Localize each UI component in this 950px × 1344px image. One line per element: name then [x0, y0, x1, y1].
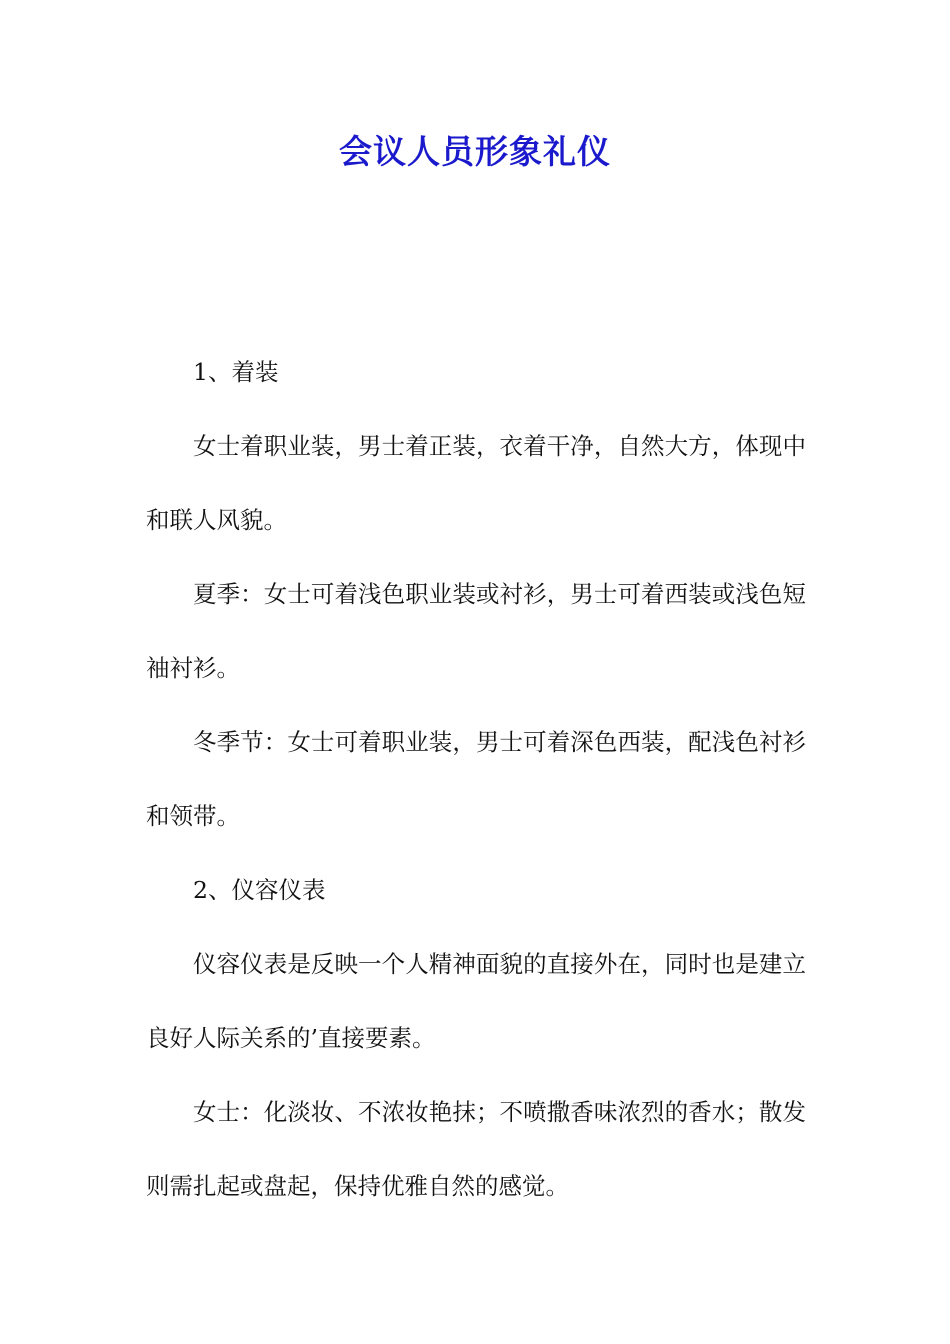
paragraph-appearance-general: 仪容仪表是反映一个人精神面貌的直接外在，同时也是建立良好人际关系的’直接要素。 — [146, 950, 806, 1052]
paragraph-attire-general: 女士着职业装，男士着正装，衣着干净，自然大方，体现中和联人风貌。 — [146, 432, 806, 534]
paragraph-attire-summer: 夏季：女士可着浅色职业装或衬衫，男士可着西装或浅色短袖衬衫。 — [146, 580, 806, 682]
document-title: 会议人员形象礼仪 — [339, 132, 611, 171]
document-body — [146, 335, 806, 1223]
section-heading-appearance: 2、仪容仪表 — [193, 876, 326, 904]
section-heading-attire: 1、着装 — [193, 358, 279, 386]
paragraph-appearance-women: 女士：化淡妆、不浓妆艳抹；不喷撒香味浓烈的香水；散发则需扎起或盘起，保持优雅自然的感觉。 — [146, 1098, 806, 1200]
paragraph-attire-winter: 冬季节：女士可着职业装，男士可着深色西装，配浅色衬衫和领带。 — [146, 728, 806, 830]
